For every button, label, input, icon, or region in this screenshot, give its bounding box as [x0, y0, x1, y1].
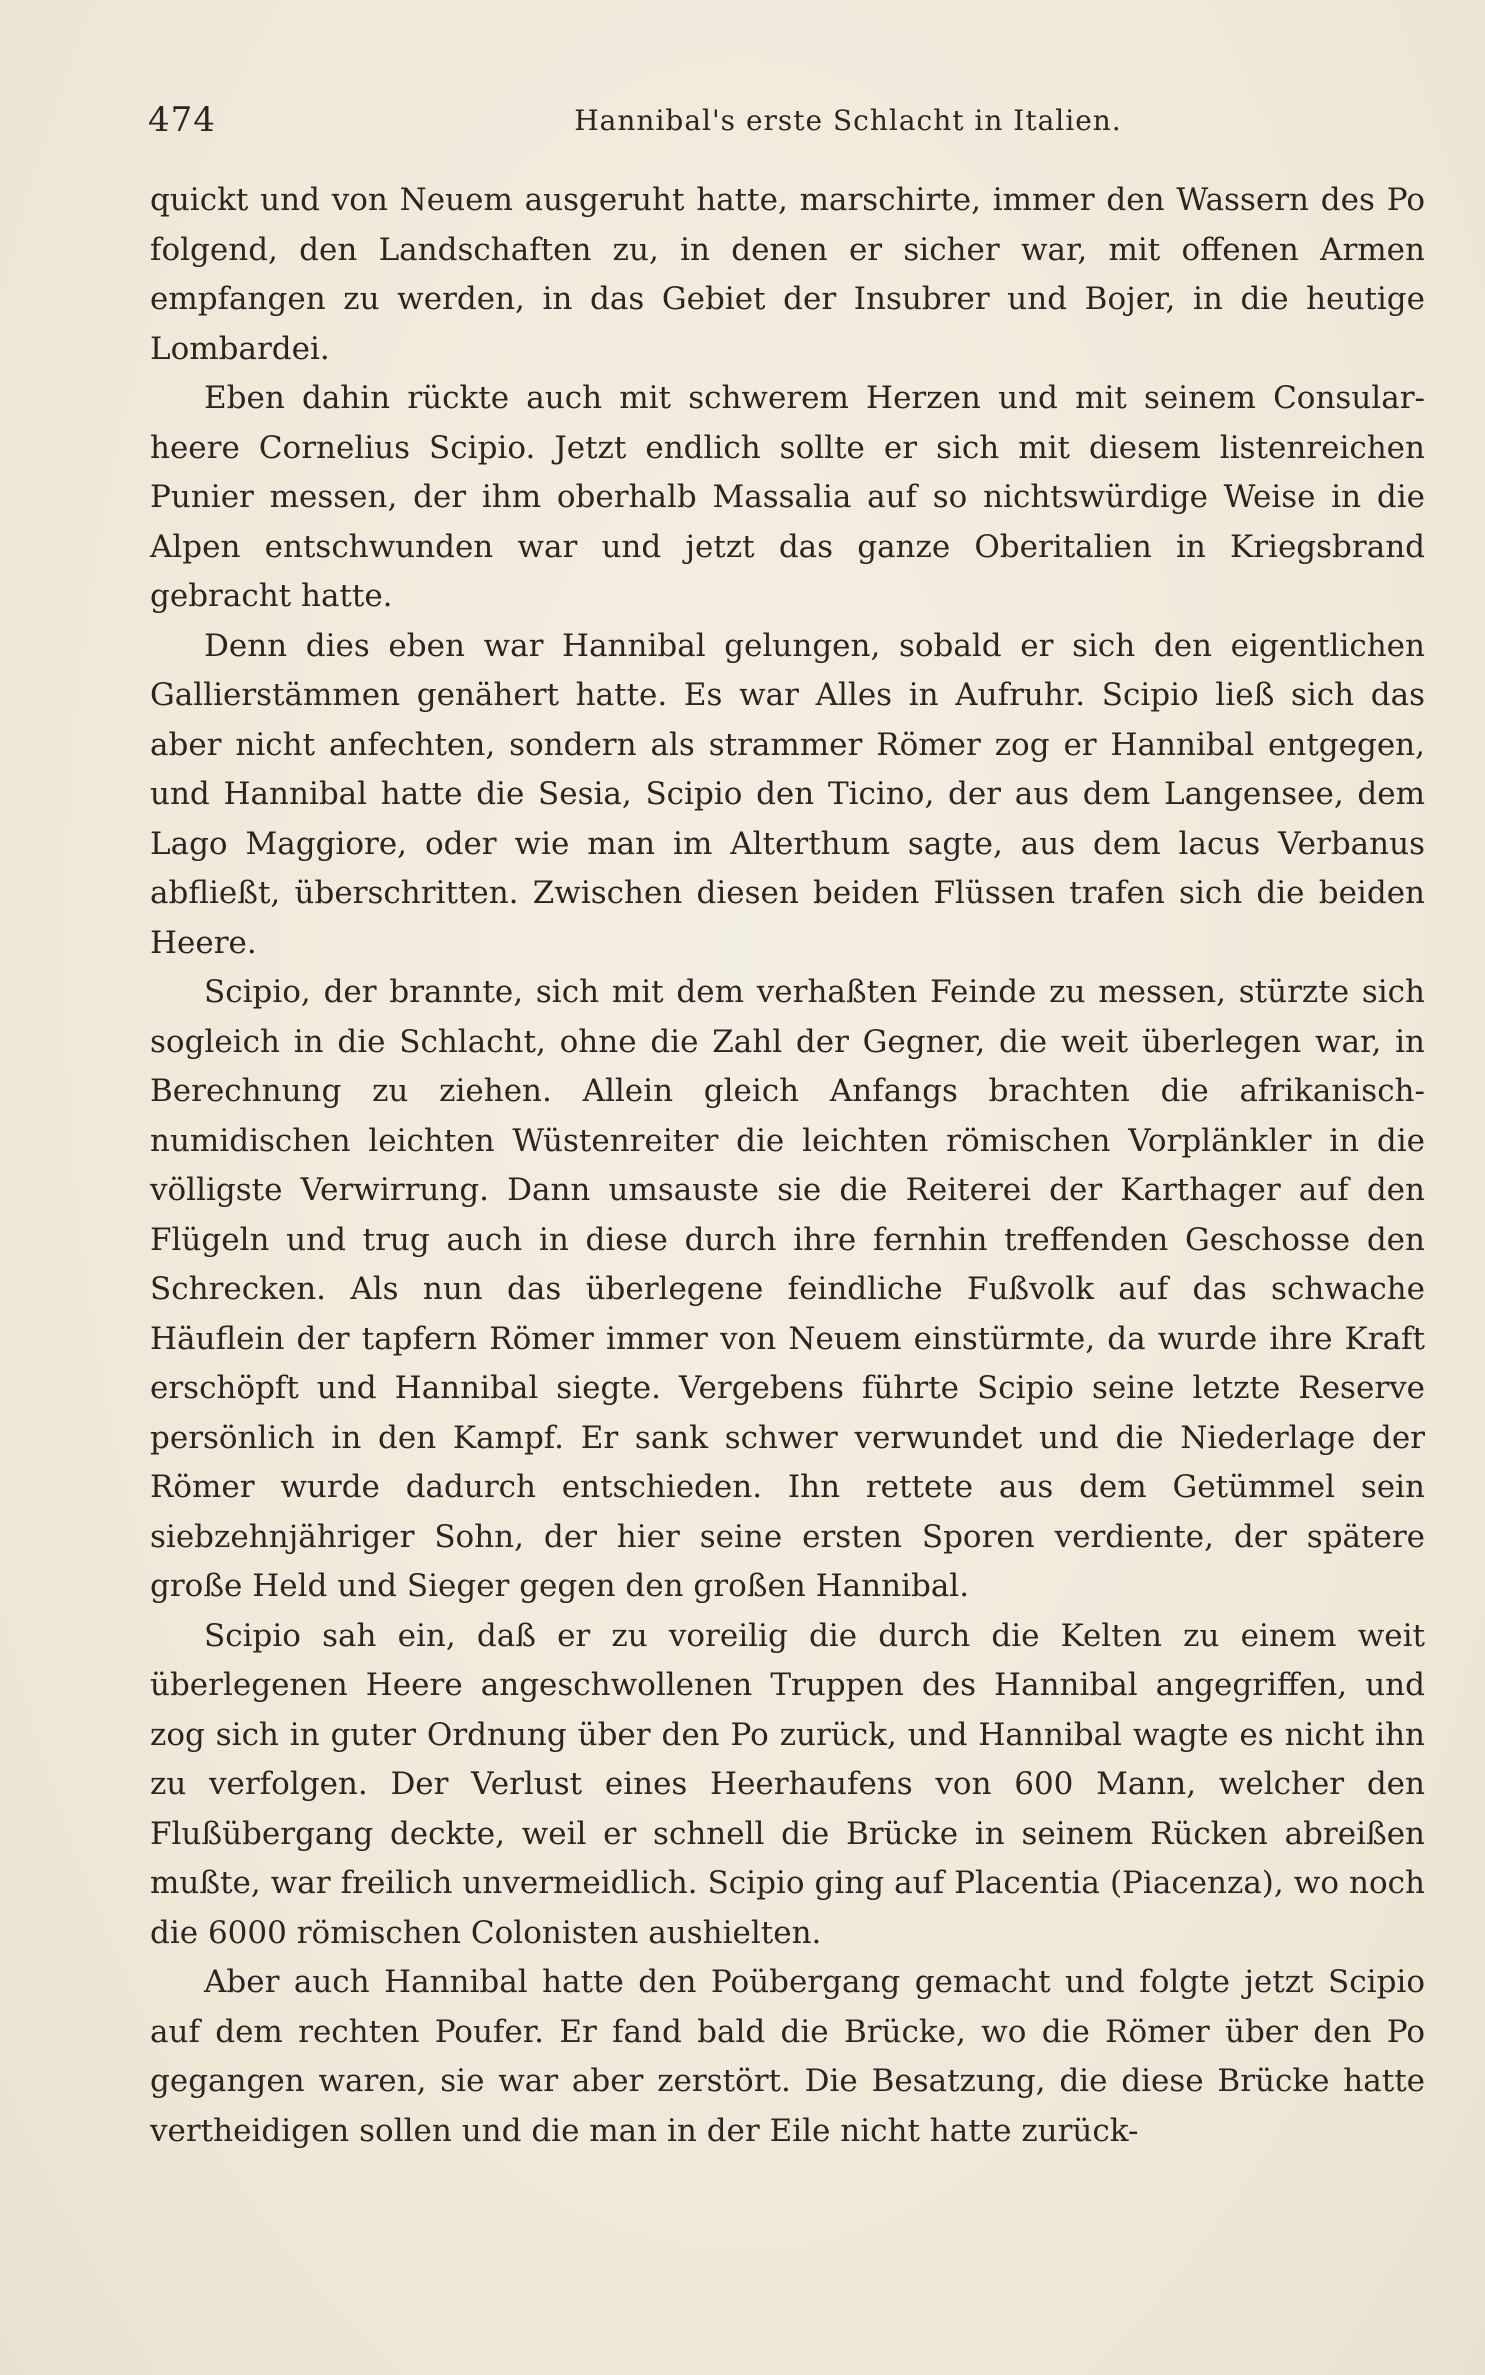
body-text [150, 176, 1425, 2156]
paragraph-5: Scipio sah ein, daß er zu voreilig die durch die Kelten zu einem weit überlegenen Heere angeschwollenen Truppen des Hannibal angegriffen, und zog sich in guter Ordnung über den Po zurück, und Hannibal wagte es nicht ihn zu verfolgen. Der Verlust eines Heerhaufens von 600 Mann, welcher den Flußübergang deckte, weil er schnell die Brücke in seinem Rücken abreißen mußte, war freilich unvermeidlich. Scipio ging auf Placentia (Piacenza), wo noch die 6000 römischen Colonisten aushielten. [150, 1617, 1425, 1951]
running-head: Hannibal's erste Schlacht in Italien. [574, 104, 1122, 137]
paragraph-6: Aber auch Hannibal hatte den Poübergang gemacht und folgte jetzt Scipio auf dem rechten Poufer. Er fand bald die Brücke, wo die Römer über den Po gegangen waren, sie war aber zerstört. Die Besatzung, die diese Brücke hatte vertheidigen sollen und die man in der Eile nicht hatte zurück- [150, 1964, 1425, 2149]
page-number: 474 [148, 100, 216, 140]
page-header [148, 100, 1428, 150]
paragraph-3: Denn dies eben war Hannibal gelungen, sobald er sich den eigentlichen Gallierstämmen genähert hatte. Es war Alles in Aufruhr. Scipio ließ sich das aber nicht anfechten, sondern als strammer Römer zog er Hannibal entgegen, und Hannibal hatte die Sesia, Scipio den Ticino, der aus dem Langensee, dem Lago Maggiore, oder wie man im Alterthum sagte, aus dem lacus Verbanus abfließt, überschritten. Zwischen diesen beiden Flüssen trafen sich die beiden Heere. [150, 627, 1425, 961]
paragraph-2: Eben dahin rückte auch mit schwerem Herzen und mit seinem Consular-heere Cornelius Scipio. Jetzt endlich sollte er sich mit diesem listenreichen Punier messen, der ihm oberhalb Massalia auf so nichtswürdige Weise in die Alpen entschwunden war und jetzt das ganze Oberitalien in Kriegsbrand gebracht hatte. [150, 380, 1425, 614]
paragraph-1: quickt und von Neuem ausgeruht hatte, marschirte, immer den Wassern des Po folgend, den Landschaften zu, in denen er sicher war, mit offenen Armen empfangen zu werden, in das Gebiet der Insubrer und Bojer, in die heutige Lombardei. [150, 182, 1425, 367]
paragraph-4: Scipio, der brannte, sich mit dem verhaßten Feinde zu messen, stürzte sich sogleich in die Schlacht, ohne die Zahl der Gegner, die weit überlegen war, in Berechnung zu ziehen. Allein gleich Anfangs brachten die afrikanisch-numidischen leichten Wüstenreiter die leichten römischen Vorplänkler in die völligste Verwirrung. Dann umsauste sie die Reiterei der Karthager auf den Flügeln und trug auch in diese durch ihre fernhin treffenden Geschosse den Schrecken. Als nun das überlegene feindliche Fußvolk auf das schwache Häuflein der tapfern Römer immer von Neuem einstürmte, da wurde ihre Kraft erschöpft und Hannibal siegte. Vergebens führte Scipio seine letzte Reserve persönlich in den Kampf. Er sank schwer verwundet und die Niederlage der Römer wurde dadurch entschieden. Ihn rettete aus dem Getümmel sein siebzehnjähriger Sohn, der hier seine ersten Sporen verdiente, der spätere große Held und Sieger gegen den großen Hannibal. [150, 974, 1425, 1604]
